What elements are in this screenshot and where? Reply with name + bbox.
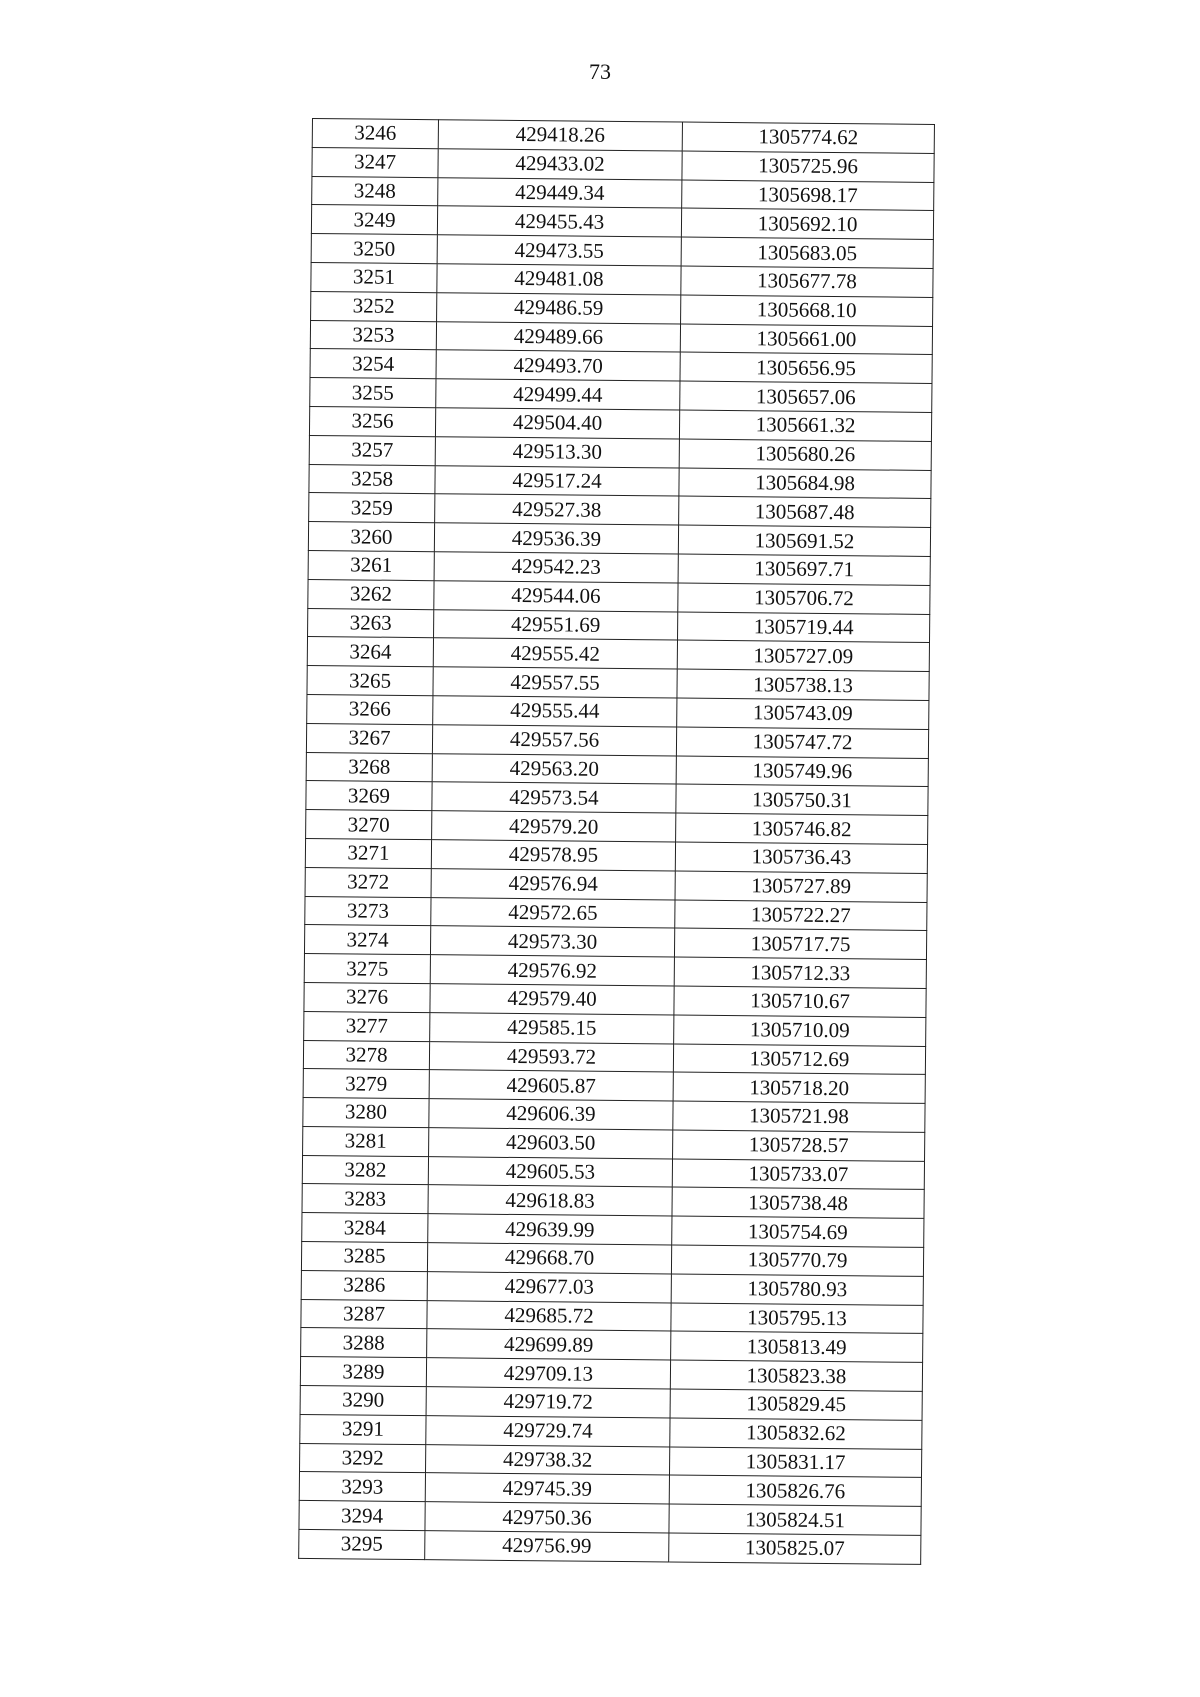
x-coordinate-cell: 429513.30 <box>435 436 679 467</box>
point-number-cell: 3252 <box>311 291 437 321</box>
y-coordinate-cell: 1305750.31 <box>676 784 928 815</box>
point-number-cell: 3249 <box>311 205 437 235</box>
point-number-cell: 3287 <box>301 1299 427 1329</box>
y-coordinate-cell: 1305738.48 <box>672 1187 924 1218</box>
x-coordinate-cell: 429555.42 <box>433 638 677 669</box>
point-number-cell: 3279 <box>303 1069 429 1099</box>
y-coordinate-cell: 1305706.72 <box>678 583 930 614</box>
x-coordinate-cell: 429536.39 <box>434 523 678 554</box>
point-number-cell: 3290 <box>300 1386 426 1416</box>
point-number-cell: 3273 <box>305 896 431 926</box>
point-number-cell: 3250 <box>311 234 437 264</box>
x-coordinate-cell: 429750.36 <box>425 1502 669 1533</box>
y-coordinate-cell: 1305738.13 <box>677 669 929 700</box>
point-number-cell: 3278 <box>303 1040 429 1070</box>
y-coordinate-cell: 1305719.44 <box>678 612 930 643</box>
y-coordinate-cell: 1305725.96 <box>682 151 934 182</box>
x-coordinate-cell: 429578.95 <box>431 840 675 871</box>
point-number-cell: 3258 <box>309 464 435 494</box>
point-number-cell: 3283 <box>302 1184 428 1214</box>
y-coordinate-cell: 1305746.82 <box>676 813 928 844</box>
y-coordinate-cell: 1305727.89 <box>675 871 927 902</box>
y-coordinate-cell: 1305683.05 <box>681 237 933 268</box>
y-coordinate-cell: 1305684.98 <box>679 468 931 499</box>
point-number-cell: 3247 <box>312 147 438 177</box>
y-coordinate-cell: 1305743.09 <box>677 698 929 729</box>
point-number-cell: 3270 <box>306 810 432 840</box>
y-coordinate-cell: 1305770.79 <box>671 1245 923 1276</box>
x-coordinate-cell: 429606.39 <box>429 1099 673 1130</box>
x-coordinate-cell: 429738.32 <box>425 1444 669 1475</box>
point-number-cell: 3268 <box>306 752 432 782</box>
page-number: 73 <box>589 59 611 84</box>
x-coordinate-cell: 429544.06 <box>434 580 678 611</box>
point-number-cell: 3295 <box>299 1529 425 1559</box>
y-coordinate-cell: 1305657.06 <box>680 381 932 412</box>
y-coordinate-cell: 1305780.93 <box>671 1274 923 1305</box>
y-coordinate-cell: 1305825.07 <box>669 1533 921 1564</box>
y-coordinate-cell: 1305727.09 <box>677 640 929 671</box>
point-number-cell: 3285 <box>301 1242 427 1272</box>
x-coordinate-cell: 429603.50 <box>429 1128 673 1159</box>
point-number-cell: 3294 <box>299 1501 425 1531</box>
y-coordinate-cell: 1305661.32 <box>679 410 931 441</box>
point-number-cell: 3253 <box>310 320 436 350</box>
point-number-cell: 3246 <box>312 119 438 149</box>
table-row <box>299 1529 921 1564</box>
x-coordinate-cell: 429493.70 <box>436 350 680 381</box>
y-coordinate-cell: 1305728.57 <box>673 1130 925 1161</box>
x-coordinate-cell: 429756.99 <box>425 1531 669 1562</box>
x-coordinate-cell: 429579.40 <box>430 984 674 1015</box>
y-coordinate-cell: 1305826.76 <box>669 1475 921 1506</box>
point-number-cell: 3263 <box>308 608 434 638</box>
x-coordinate-cell: 429605.87 <box>429 1070 673 1101</box>
x-coordinate-cell: 429572.65 <box>431 897 675 928</box>
point-number-cell: 3289 <box>300 1357 426 1387</box>
x-coordinate-cell: 429542.23 <box>434 552 678 583</box>
y-coordinate-cell: 1305754.69 <box>672 1216 924 1247</box>
point-number-cell: 3248 <box>312 176 438 206</box>
x-coordinate-cell: 429517.24 <box>435 465 679 496</box>
x-coordinate-cell: 429486.59 <box>437 292 681 323</box>
x-coordinate-cell: 429418.26 <box>438 120 682 151</box>
y-coordinate-cell: 1305710.67 <box>674 986 926 1017</box>
x-coordinate-cell: 429729.74 <box>426 1416 670 1447</box>
x-coordinate-cell: 429557.55 <box>433 667 677 698</box>
point-number-cell: 3292 <box>300 1443 426 1473</box>
y-coordinate-cell: 1305774.62 <box>682 122 934 153</box>
y-coordinate-cell: 1305717.75 <box>674 928 926 959</box>
point-number-cell: 3264 <box>307 637 433 667</box>
x-coordinate-cell: 429499.44 <box>436 379 680 410</box>
point-number-cell: 3288 <box>301 1328 427 1358</box>
y-coordinate-cell: 1305712.33 <box>674 957 926 988</box>
x-coordinate-cell: 429481.08 <box>437 264 681 295</box>
x-coordinate-cell: 429551.69 <box>434 609 678 640</box>
y-coordinate-cell: 1305823.38 <box>670 1360 922 1391</box>
point-number-cell: 3277 <box>304 1011 430 1041</box>
y-coordinate-cell: 1305712.69 <box>673 1044 925 1075</box>
y-coordinate-cell: 1305692.10 <box>681 208 933 239</box>
point-number-cell: 3282 <box>302 1155 428 1185</box>
point-number-cell: 3281 <box>303 1126 429 1156</box>
x-coordinate-cell: 429563.20 <box>432 753 676 784</box>
y-coordinate-cell: 1305795.13 <box>671 1303 923 1334</box>
x-coordinate-cell: 429618.83 <box>428 1185 672 1216</box>
x-coordinate-cell: 429639.99 <box>428 1214 672 1245</box>
x-coordinate-cell: 429579.20 <box>432 811 676 842</box>
x-coordinate-cell: 429605.53 <box>428 1156 672 1187</box>
point-number-cell: 3251 <box>311 262 437 292</box>
point-number-cell: 3260 <box>308 522 434 552</box>
point-number-cell: 3261 <box>308 550 434 580</box>
point-number-cell: 3262 <box>308 579 434 609</box>
x-coordinate-cell: 429504.40 <box>435 408 679 439</box>
x-coordinate-cell: 429449.34 <box>438 177 682 208</box>
y-coordinate-cell: 1305832.62 <box>670 1418 922 1449</box>
point-number-cell: 3280 <box>303 1098 429 1128</box>
x-coordinate-cell: 429709.13 <box>426 1358 670 1389</box>
point-number-cell: 3286 <box>301 1270 427 1300</box>
y-coordinate-cell: 1305710.09 <box>674 1015 926 1046</box>
point-number-cell: 3259 <box>309 493 435 523</box>
x-coordinate-cell: 429557.56 <box>432 724 676 755</box>
y-coordinate-cell: 1305687.48 <box>679 496 931 527</box>
point-number-cell: 3254 <box>310 349 436 379</box>
y-coordinate-cell: 1305747.72 <box>676 727 928 758</box>
y-coordinate-cell: 1305680.26 <box>679 439 931 470</box>
coordinate-table <box>298 118 935 1565</box>
x-coordinate-cell: 429719.72 <box>426 1387 670 1418</box>
y-coordinate-cell: 1305677.78 <box>681 266 933 297</box>
y-coordinate-cell: 1305697.71 <box>678 554 930 585</box>
y-coordinate-cell: 1305661.00 <box>680 324 932 355</box>
y-coordinate-cell: 1305831.17 <box>669 1447 921 1478</box>
x-coordinate-cell: 429593.72 <box>429 1041 673 1072</box>
point-number-cell: 3291 <box>300 1414 426 1444</box>
x-coordinate-cell: 429555.44 <box>433 696 677 727</box>
x-coordinate-cell: 429455.43 <box>437 206 681 237</box>
y-coordinate-cell: 1305749.96 <box>676 756 928 787</box>
x-coordinate-cell: 429573.30 <box>430 926 674 957</box>
point-number-cell: 3255 <box>310 378 436 408</box>
x-coordinate-cell: 429576.92 <box>430 955 674 986</box>
point-number-cell: 3269 <box>306 781 432 811</box>
point-number-cell: 3266 <box>307 694 433 724</box>
y-coordinate-cell: 1305691.52 <box>678 525 930 556</box>
point-number-cell: 3256 <box>309 406 435 436</box>
x-coordinate-cell: 429668.70 <box>427 1243 671 1274</box>
x-coordinate-cell: 429585.15 <box>430 1012 674 1043</box>
y-coordinate-cell: 1305733.07 <box>672 1159 924 1190</box>
point-number-cell: 3275 <box>304 954 430 984</box>
x-coordinate-cell: 429576.94 <box>431 868 675 899</box>
point-number-cell: 3271 <box>305 838 431 868</box>
x-coordinate-cell: 429699.89 <box>427 1329 671 1360</box>
point-number-cell: 3257 <box>309 435 435 465</box>
x-coordinate-cell: 429433.02 <box>438 149 682 180</box>
point-number-cell: 3267 <box>306 723 432 753</box>
point-number-cell: 3274 <box>304 925 430 955</box>
coordinate-table-body <box>299 119 935 1565</box>
y-coordinate-cell: 1305656.95 <box>680 352 932 383</box>
x-coordinate-cell: 429527.38 <box>435 494 679 525</box>
y-coordinate-cell: 1305813.49 <box>671 1331 923 1362</box>
x-coordinate-cell: 429473.55 <box>437 235 681 266</box>
y-coordinate-cell: 1305718.20 <box>673 1072 925 1103</box>
y-coordinate-cell: 1305668.10 <box>681 295 933 326</box>
x-coordinate-cell: 429745.39 <box>425 1473 669 1504</box>
point-number-cell: 3284 <box>302 1213 428 1243</box>
y-coordinate-cell: 1305722.27 <box>675 900 927 931</box>
y-coordinate-cell: 1305698.17 <box>682 180 934 211</box>
y-coordinate-cell: 1305829.45 <box>670 1389 922 1420</box>
y-coordinate-cell: 1305736.43 <box>675 842 927 873</box>
point-number-cell: 3265 <box>307 666 433 696</box>
point-number-cell: 3272 <box>305 867 431 897</box>
x-coordinate-cell: 429489.66 <box>436 321 680 352</box>
x-coordinate-cell: 429677.03 <box>427 1272 671 1303</box>
point-number-cell: 3293 <box>299 1472 425 1502</box>
y-coordinate-cell: 1305721.98 <box>673 1101 925 1132</box>
y-coordinate-cell: 1305824.51 <box>669 1504 921 1535</box>
point-number-cell: 3276 <box>304 982 430 1012</box>
x-coordinate-cell: 429573.54 <box>432 782 676 813</box>
x-coordinate-cell: 429685.72 <box>427 1300 671 1331</box>
